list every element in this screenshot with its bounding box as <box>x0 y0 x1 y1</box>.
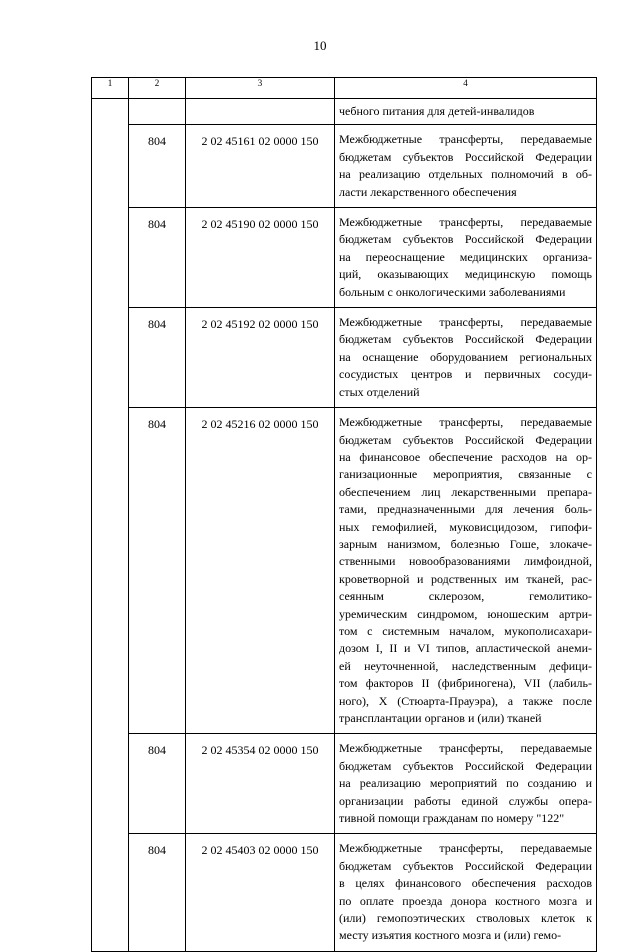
income-code-cell: 2 02 45403 02 0000 150 <box>186 834 335 951</box>
budget-classification-table <box>91 77 597 952</box>
description-line: стых отделений <box>339 384 420 399</box>
description-line: (или) гемопоэтических стволовых клеток к <box>339 911 592 926</box>
income-code-cell: 2 02 45216 02 0000 150 <box>186 408 335 734</box>
income-code-cell: 2 02 45190 02 0000 150 <box>186 208 335 308</box>
description-line: ного), X (Стюарта-Прауэра), а также после <box>339 693 592 708</box>
description-line: месту изъятия костного мозга и (или) гемо- <box>339 928 562 943</box>
description-line: бюджетам субъектов Российской Федерации <box>339 149 592 164</box>
page-number: 10 <box>313 38 327 53</box>
description-line: Межбюджетные трансферты, передаваемые <box>339 215 592 230</box>
description-line: уремическим синдромом, юношеским артри- <box>339 606 592 621</box>
description-line: Межбюджетные трансферты, передаваемые <box>339 132 592 147</box>
description-cell: чебного питания для детей-инвалидов <box>335 99 597 125</box>
table-row <box>92 208 597 308</box>
table-row <box>92 408 597 734</box>
description-line: Межбюджетные трансферты, передаваемые <box>339 741 592 756</box>
admin-code-cell <box>129 99 186 125</box>
description-line: на переоснащение медицинских организа- <box>339 249 592 264</box>
description-line: бюджетам субъектов Российской Федерации <box>339 858 592 873</box>
description-line: зарным нанизмом, болезнью Гоше, злокаче- <box>339 536 592 551</box>
income-code-cell: 2 02 45354 02 0000 150 <box>186 734 335 834</box>
group-column-cell <box>92 99 129 952</box>
column-header-2: 2 <box>129 78 186 99</box>
description-line: Межбюджетные трансферты, передаваемые <box>339 415 592 430</box>
table-header-row <box>92 78 597 99</box>
description-line: тивной помощи гражданам по номеру "122" <box>339 811 565 826</box>
description-line: ций, оказывающих медицинскую помощь <box>339 267 592 282</box>
description-line: дозом I, II и VI типов, апластической анеми- <box>339 641 592 656</box>
description-cell <box>335 734 597 834</box>
description-line: больным с онкологическими заболеваниями <box>339 284 566 299</box>
description-line: Межбюджетные трансферты, передаваемые <box>339 315 592 330</box>
description-line: в целях финансового обеспечения расходов <box>339 876 592 891</box>
admin-code-cell: 804 <box>129 308 186 408</box>
description-line: на реализацию мероприятий по созданию и <box>339 776 592 791</box>
description-line: бюджетам субъектов Российской Федерации <box>339 432 592 447</box>
description-line: на финансовое обеспечение расходов на ор- <box>339 449 592 464</box>
description-line: на оснащение оборудованием региональных <box>339 349 592 364</box>
description-line: бюджетам субъектов Российской Федерации <box>339 758 592 773</box>
admin-code-cell: 804 <box>129 208 186 308</box>
column-header-3: 3 <box>186 78 335 99</box>
description-line: на реализацию отдельных полномочий в об- <box>339 167 592 182</box>
description-cell <box>335 834 597 951</box>
admin-code-cell: 804 <box>129 125 186 208</box>
table-row <box>92 125 597 208</box>
table-row <box>92 834 597 951</box>
description-line: тами, предназначенными для лечения боль- <box>339 502 592 517</box>
description-line: бюджетам субъектов Российской Федерации <box>339 232 592 247</box>
description-cell <box>335 408 597 734</box>
admin-code-cell: 804 <box>129 408 186 734</box>
admin-code-cell: 804 <box>129 734 186 834</box>
description-line: сосудистых центров и первичных сосуди- <box>339 367 592 382</box>
admin-code-cell: 804 <box>129 834 186 951</box>
description-line: том с системным началом, мукополисахари- <box>339 623 592 638</box>
description-line: бюджетам субъектов Российской Федерации <box>339 332 592 347</box>
column-header-1: 1 <box>92 78 129 99</box>
description-line: организации работы единой службы опера- <box>339 793 592 808</box>
description-cell <box>335 208 597 308</box>
table-row <box>92 308 597 408</box>
description-line: сеянным склерозом, гемолитико- <box>339 589 592 604</box>
description-line: обеспечением лиц лекарственными препара- <box>339 484 592 499</box>
description-line: ганизационные мероприятия, связанные с <box>339 467 592 482</box>
description-line: Межбюджетные трансферты, передаваемые <box>339 841 592 856</box>
income-code-cell: 2 02 45161 02 0000 150 <box>186 125 335 208</box>
description-line: том факторов II (фибриногена), VII (лабиль- <box>339 676 592 691</box>
description-line: ей неуточненной, наследственным дефици- <box>339 658 592 673</box>
column-header-4: 4 <box>335 78 597 99</box>
description-line: кроветворной и родственных им тканей, рас- <box>339 571 592 586</box>
description-line: ласти лекарственного обеспечения <box>339 184 517 199</box>
description-cell <box>335 125 597 208</box>
description-cell <box>335 308 597 408</box>
continuation-row <box>92 99 597 125</box>
description-line: по оплате проезда донора костного мозга и <box>339 893 592 908</box>
description-line: трансплантации органов и (или) тканей <box>339 711 542 725</box>
description-line: ных гемофилией, муковисцидозом, гипофи- <box>339 519 592 534</box>
income-code-cell: 2 02 45192 02 0000 150 <box>186 308 335 408</box>
table-row <box>92 734 597 834</box>
income-code-cell <box>186 99 335 125</box>
description-line: ственными новообразованиями лимфоидной, <box>339 554 592 569</box>
